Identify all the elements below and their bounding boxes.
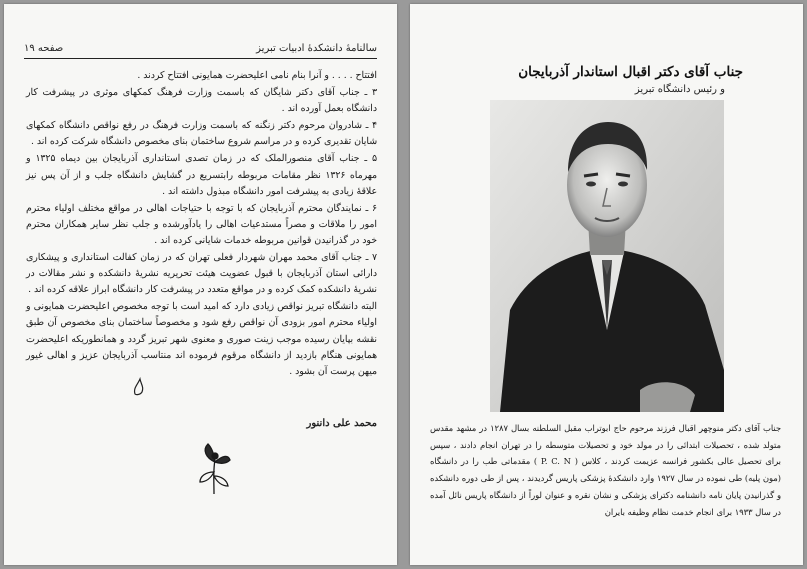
paragraph-7: البته دانشگاه تبریز نواقص زیادی دارد که امید است با توجه مخصوص اعلیحضرت همایونی و اولیاء محترم امور بزودی آن نواقص رفع شود و مخصوصاً ساختمان بنای مخصوص آن طبق نقشه بپایان رسیده موجب زینت صوری و معنوی شهر تبریز گردد و همانطوریکه اعلیحضرت همایونی هنگام بازدید از دانشگاه مرقوم فرموده اند منتاسب آذربایجان عزیز و اهالی غیور میهن پرست آن بشود . [26, 301, 377, 377]
paragraph-4: ۵ ـ جناب آقای منصورالملک که در زمان تصدی استانداری آذربایجان بین دیماه ۱۳۲۵ و مهرماه ۱۳۲۶ نظر مقامات مربوطه رابتسریع در گشایش دانشگاه جلب و از آن پس نیز علاقهٔ زیادی به پیشرفت امور دانشگاه مبذول داشته اند . [26, 153, 377, 197]
author-signature: محمد علی داننور [306, 418, 377, 429]
paragraph-2: ۳ ـ جناب آقای دکتر شایگان که باسمت وزارت فرهنگ کمکهای موثری در پیشرفت کار دانشگاه بعمل آورده اند . [26, 87, 377, 115]
body-text [26, 68, 377, 381]
journal-title: سالنامهٔ دانشکدهٔ ادبیات تبریز [256, 43, 377, 54]
paragraph-3: ۴ ـ شادروان مرحوم دکتر زنگنه که باسمت وزارت فرهنگ در رفع نواقص دانشگاه کمکهای شایان تقدیری کرده و در مراسم شروع ساختمان بنای مخصوص دانشگاه شرکت کرده اند . [26, 120, 377, 148]
paragraph-5: ۶ ـ نمایندگان محترم آذربایجان که با توجه با حتیاجات اهالی در مواقع مختلف اولیاء محترم امور را ملاقات و مصراً مستدعیات اهالی را یادآورشده و جلب نظر سایر همکاران محترم خود در گذرانیدن قوانین مربوطه خدمات شایانی کرده اند . [26, 202, 377, 246]
paragraph-1: افتتاح . . . . و آنرا بنام نامی اعلیحضرت همایونی افتتاح کردند . [137, 70, 377, 81]
paragraph-6: ۷ ـ جناب آقای محمد مهران شهردار فعلی تهران که در زمان کفالت استانداری و پیشکاری دارائی استان آذربایجان با قبول عضویت هیئت تحریریه نشریهٔ دانشکده و نشر مقالات در نشریهٔ دانشکده کمک کرده و در مواقع متعدد در پیشرفت کار دانشگاه ابراز علاقه کرده اند . [26, 252, 377, 296]
biography-caption: جناب آقای دکتر منوچهر اقبال فرزند مرحوم حاج ابوتراب مقبل السلطنه بسال ۱۲۸۷ در مشهد مقدس متولد شده ، تحصیلات ابتدائی را در مولد خود و تحصیلات متوسطه را در تهران انجام دادند ، سپس برای تحصیل عالی بکشور فرانسه عزیمت کردند ، کلاس ( P. C. N ) مقدماتی طب را در دانشگاه (مون پلیه) طی نموده در سال ۱۹۲۷ وارد دانشکدهٔ پزشکی پاریس گردیدند ، پس از طی دوره دانشکده و گذرانیدن پایان نامه دانشنامه دکترای پزشکی و نشان نقره و عنوان لوراً از دانشگاه پاریس نائل آمده در سال ۱۹۳۳ برای انجام خدمت نظام وظیفه بایران [430, 423, 782, 517]
portrait-title: جناب آقای دکتر اقبال استاندار آذربایجان [518, 64, 743, 80]
page-number: صفحه ۱۹ [24, 43, 64, 54]
floral-ornament-icon [194, 440, 234, 496]
right-page [410, 4, 803, 565]
running-header [24, 42, 377, 59]
portrait-photo [490, 100, 724, 412]
left-page [4, 4, 397, 565]
portrait-subtitle: و رئیس دانشگاه تبریز [634, 84, 725, 95]
signature-flourish-icon [132, 376, 146, 396]
